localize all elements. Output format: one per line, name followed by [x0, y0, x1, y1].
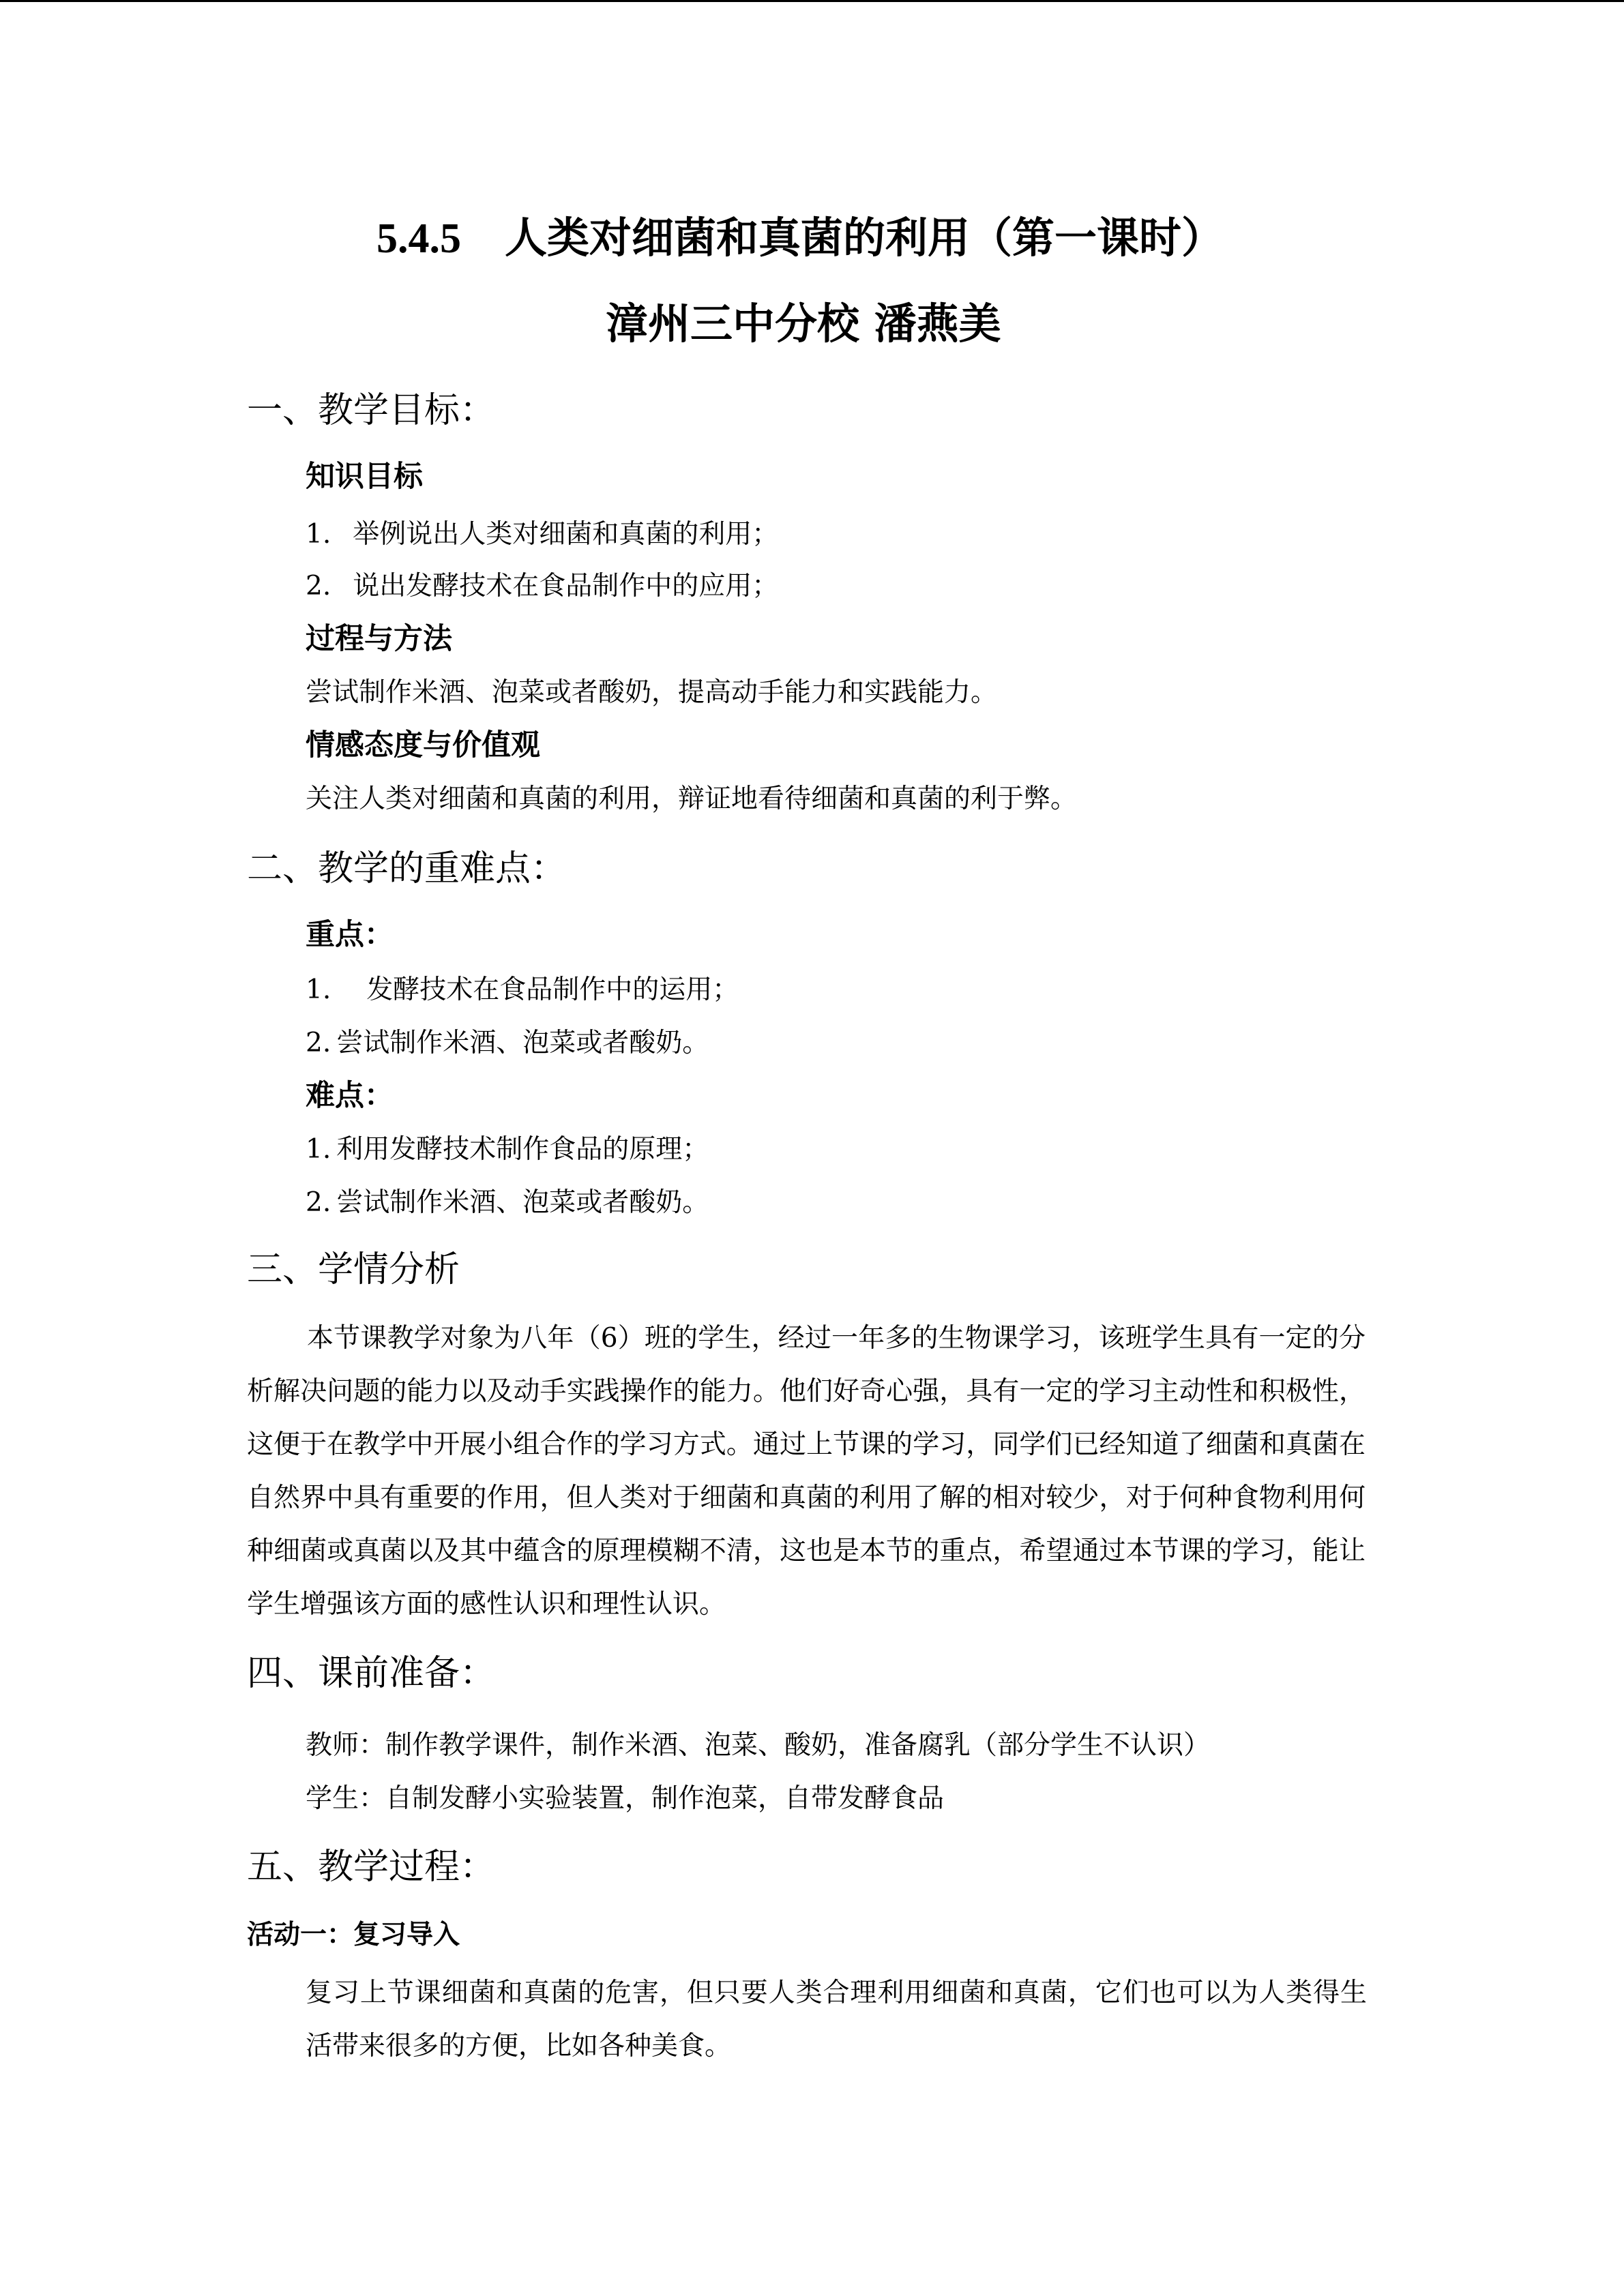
document-author: 漳州三中分校 潘燕美: [606, 299, 1001, 348]
item-number: 1.: [306, 1134, 331, 1165]
section-2-heading: 二、教学的重难点：: [247, 848, 567, 889]
item-number: 2.: [306, 1187, 331, 1218]
process-method-text: 尝试制作米酒、泡菜或者酸奶，提高动手能力和实践能力。: [306, 677, 998, 708]
teacher-prep-text: 教师：制作教学课件，制作米酒、泡菜、酸奶，准备腐乳（部分学生不认识）: [306, 1730, 1211, 1761]
knowledge-item: [306, 521, 778, 548]
section-5-heading: 五、教学过程：: [247, 1847, 496, 1888]
key-point-item: [306, 976, 739, 1003]
item-text: 利用发酵技术制作食品的原理；: [336, 1134, 709, 1165]
process-method-label: 过程与方法: [306, 622, 452, 656]
item-number: 1.: [306, 519, 331, 550]
activity-one-label: 活动一：复习导入: [247, 1920, 460, 1950]
item-text: 举例说出人类对细菌和真菌的利用；: [353, 519, 779, 550]
item-number: 2.: [306, 1028, 331, 1058]
item-number: 2.: [306, 571, 331, 601]
difficult-point-item: [306, 1136, 709, 1163]
emotion-values-label: 情感态度与价值观: [306, 728, 540, 762]
top-border-line: [0, 0, 1624, 2]
section-3-heading: 三、学情分析: [247, 1249, 460, 1290]
difficult-point-item: [306, 1189, 709, 1216]
emotion-values-text: 关注人类对细菌和真菌的利用，辩证地看待细菌和真菌的利于弊。: [306, 784, 1078, 814]
item-text: 发酵技术在食品制作中的运用；: [366, 974, 739, 1005]
key-point-item: [306, 1030, 709, 1056]
title-number: 5.4.5: [377, 215, 461, 262]
difficult-points-label: 难点：: [306, 1079, 394, 1113]
section-4-heading: 四、课前准备：: [247, 1653, 496, 1694]
item-text: 尝试制作米酒、泡菜或者酸奶。: [336, 1187, 709, 1218]
section-1-heading: 一、教学目标：: [247, 390, 496, 431]
item-text: 尝试制作米酒、泡菜或者酸奶。: [336, 1028, 709, 1058]
item-text: 说出发酵技术在食品制作中的应用；: [353, 571, 779, 601]
document-title: [377, 213, 1224, 263]
activity-one-text: 复习上节课细菌和真菌的危害，但只要人类合理利用细菌和真菌，它们也可以为人类得生活带来很多的方便，比如各种美食。: [306, 1978, 1367, 2061]
key-points-label: 重点：: [306, 918, 394, 952]
knowledge-goals-label: 知识目标: [306, 460, 423, 494]
knowledge-item: [306, 573, 778, 599]
learner-analysis-paragraph: 本节课教学对象为八年（6）班的学生，经过一年多的生物课学习，该班学生具有一定的分析解决问题的能力以及动手实践操作的能力。他们好奇心强，具有一定的学习主动性和积极性，这便于在教学中开展小组合作的学习方式。通过上节课的学习，同学们已经知道了细菌和真菌在自然界中具有重要的作用，但人类对于细菌和真菌的利用了解的相对较少，对于何种食物利用何种细菌或真菌以及其中蕴含的原理模糊不清，这也是本节的重点，希望通过本节课的学习，能让学生增强该方面的感性认识和理性认识。: [247, 1323, 1365, 1620]
item-number: 1.: [306, 974, 331, 1005]
title-text: 人类对细菌和真菌的利用（第一课时）: [505, 213, 1224, 263]
student-prep-text: 学生：自制发酵小实验装置，制作泡菜，自带发酵食品: [306, 1783, 945, 1814]
